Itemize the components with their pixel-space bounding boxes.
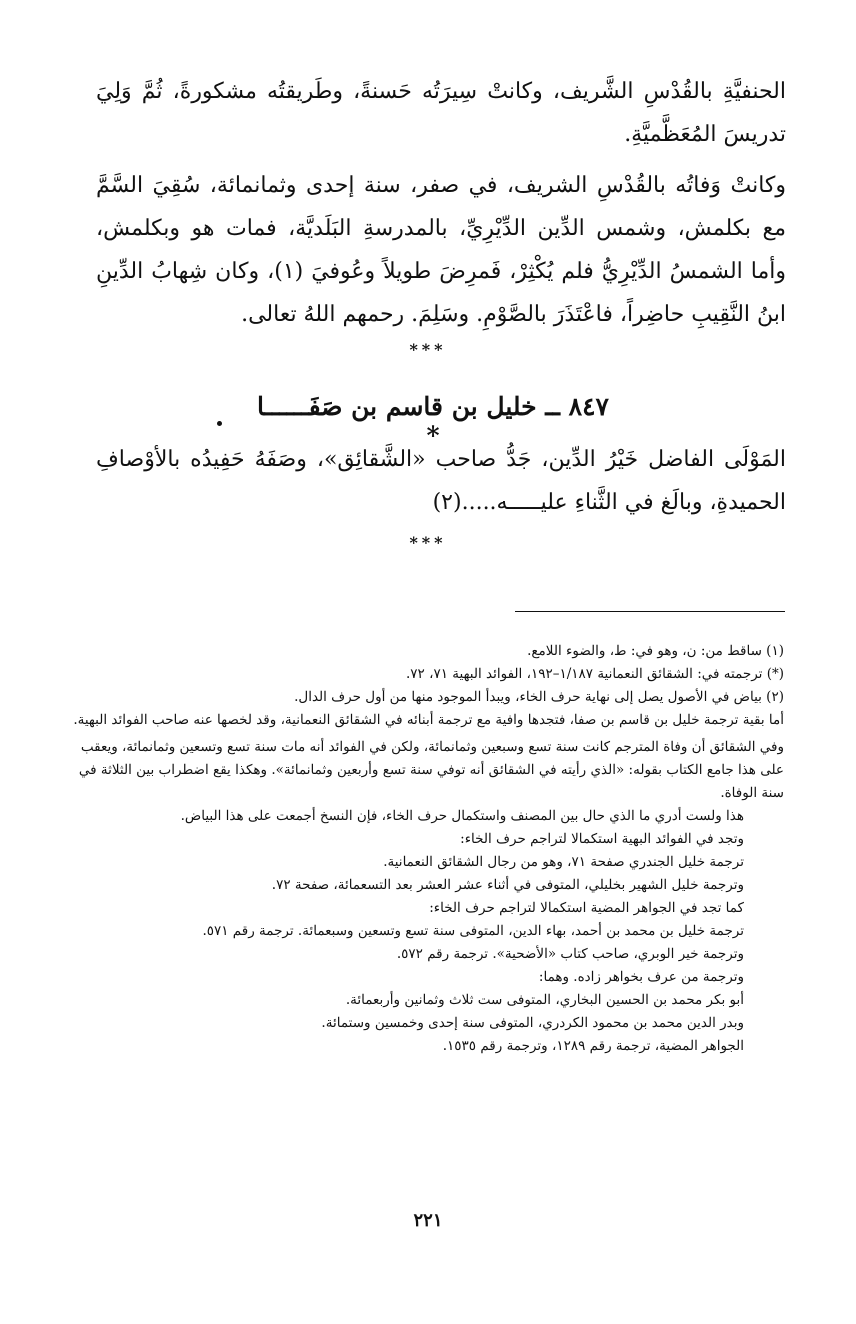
footnote-2-jawahir-item-1: ترجمة خليل بن محمد بن أحمد، بهاء الدين، المتوفى سنة تسع وتسعين وسبعمائة. ترجمة رقم ٥٧١. [202,923,744,939]
footnote-2-jawahir-item-2: وترجمة خير الوبري، صاحب كتاب «الأضحية». ترجمة رقم ٥٧٢. [396,946,744,962]
footnote-star: (*) ترجمته في: الشقائق النعمانية ١/١٨٧–١٩٢، الفوائد البهية ٧١، ٧٢. [406,666,784,682]
footnote-2-fawaid-intro: وتجد في الفوائد البهية استكمالا لتراجم حرف الخاء: [460,831,744,847]
section-separator-end: *** [409,533,447,552]
paragraph-continuation: الحنفيَّةِ بالقُدْسِ الشَّريف، وكانتْ سِيرَتُه حَسنةً، وطَريقتُه مشكورةً، ثُمَّ وَلِيَ تدريسَ المُعَظَّميَّةِ. [96,79,786,147]
page-number: ٢٢١ [413,1210,443,1231]
footnote-2-jawahir-item-3: وترجمة من عرف بخواهر زاده. وهما: [538,969,744,985]
footnote-2-jawahir-intro: كما تجد في الجواهر المضية استكمالا لتراجم حرف الخاء: [429,900,744,916]
paragraph-death-account: وكانتْ وَفاتُه بالقُدْسِ الشريف، في صفر، سنة إحدى وثمانمائة، سُقِيَ السَّمَّ مع بكلمش، وشمس الدِّين الدِّيْرِيِّ، بالمدرسةِ البَلَديَّة، فمات هو وبكلمش، وأما الشمسُ الدِّيْرِيُّ فلم يُكْثِرْ، فَمرِضَ طويلاً وعُوفيَ (١)، وكان شِهابُ الدِّينِ ابنُ النَّقِيبِ حاضِراً، فاعْتَذَرَ بالصَّوْمِ. وسَلِمَ. رحمهم اللهُ تعالى. [96,173,787,327]
section-separator: *** [409,340,447,359]
footnote-2-note: هذا ولست أدري ما الذي حال بين المصنف واستكمال حرف الخاء، فإن النسخ أجمعت على هذا البياض. [180,808,744,824]
footnote-2-fawaid-item-1: ترجمة خليل الجندري صفحة ٧١، وهو من رجال الشقائق النعمانية. [383,854,744,870]
footnote-2-jawahir-item-4: أبو بكر محمد بن الحسين البخاري، المتوفى ست ثلاث وثمانين وأربعمائة. [345,992,744,1008]
ink-dot [217,421,222,426]
footnote-2-jawahir-ref: الجواهر المضية، ترجمة رقم ١٢٨٩، وترجمة رقم ١٥٣٥. [442,1038,744,1054]
footnote-2: (٢) بياض في الأصول يصل إلى نهاية حرف الخاء، ويبدأ الموجود منها من أول حرف الدال. [294,689,784,705]
entry-title: ٨٤٧ ــ خليل بن قاسم بن صَفَــــــا * [257,392,609,450]
footnotes [60,640,784,1058]
footnote-2-fawaid-item-2: وترجمة خليل الشهير بخليلي، المتوفى في أثناء عشر العشر بعد التسعمائة، صفحة ٧٢. [271,877,744,893]
footnote-1: (١) ساقط من: ن، وهو في: ط، والضوء اللامع. [527,643,784,659]
entry-text: المَوْلَى الفاضل خَيْرُ الدِّين، جَدُّ صاحب «الشَّقائِق»، وصَفَهُ حَفِيدُه بالأوْصافِ الحميدةِ، وبالَغ في الثَّناءِ عليـــــه.....(٢) [96,447,786,515]
footnote-2-death-discussion: وفي الشقائق أن وفاة المترجم كانت سنة تسع وسبعين وثمانمائة، ولكن في الفوائد أنه مات سنة تسع وتسعين وثمانمائة، ويعقب على هذا جامع الكتاب بقوله: «الذي رأيته في الشقائق أنه توفي سنة تسع وأربعين وثمانمائة». وهكذا يقع اضطراب بين الثلاثة في سنة الوفاة. [78,739,784,801]
footnote-2-remainder: أما بقية ترجمة خليل بن قاسم بن صفا، فتجدها وافية مع ترجمة أبنائه في الشقائق النعمانية، وقد لخصها عنه صاحب الفوائد البهية. [73,712,784,728]
footnote-rule [515,611,785,612]
footnote-2-jawahir-item-5: وبدر الدين محمد بن محمود الكردري، المتوفى سنة إحدى وخمسين وستمائة. [321,1015,744,1031]
